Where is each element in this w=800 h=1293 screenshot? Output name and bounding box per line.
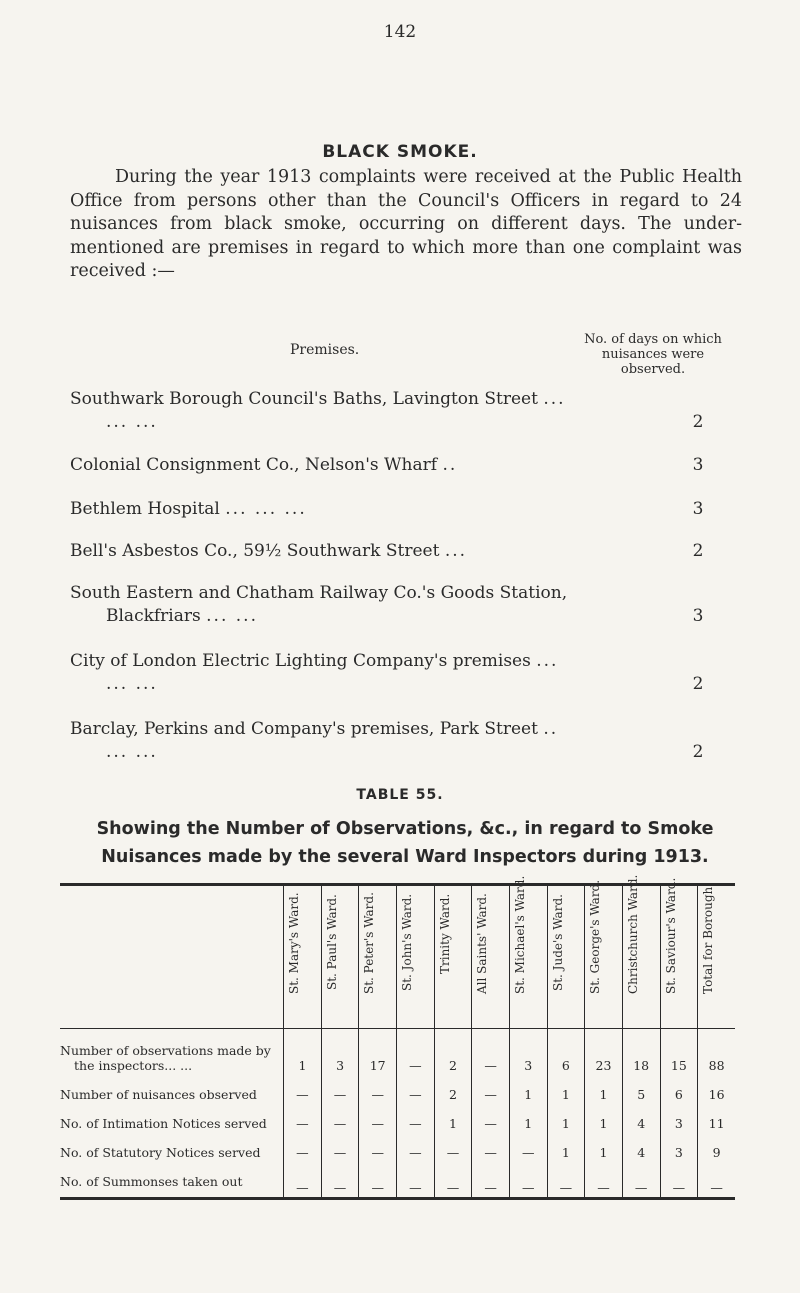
table-cell: — [660, 1162, 698, 1199]
premises-row [70, 582, 750, 628]
column-header: Total for Borough. [698, 885, 735, 1029]
table-cell: — [509, 1162, 547, 1199]
leader-dots: .. ... ... [106, 719, 559, 762]
table-cell: 3 [660, 1104, 698, 1133]
page-number: 142 [383, 22, 417, 42]
table-cell: — [472, 1075, 510, 1104]
table-cell: 15 [660, 1029, 698, 1076]
premises-name: Bell's Asbestos Co., 59½ Southwark Street [70, 541, 440, 561]
table-cell: — [321, 1075, 359, 1104]
table-cell: 3 [321, 1029, 359, 1076]
table-cell: — [397, 1075, 435, 1104]
premises-column-header: Premises. [290, 342, 360, 358]
premises-row [70, 540, 750, 563]
premises-name: Colonial Consignment Co., Nelson's Wharf [70, 455, 438, 475]
table-cell: 1 [434, 1104, 472, 1133]
column-header: Christchurch Ward. [622, 885, 660, 1029]
table-cell: — [397, 1029, 435, 1076]
row-label: Number of nuisances observed [60, 1087, 257, 1102]
table-cell: 1 [585, 1104, 623, 1133]
row-label: No. of Summonses taken out [60, 1174, 243, 1189]
premises-name: Barclay, Perkins and Company's premises, Park Street [70, 719, 538, 739]
days-column-header: No. of days on which nuisances were observed. [584, 332, 722, 377]
table-cell: — [434, 1162, 472, 1199]
premises-name: City of London Electric Lighting Company's premises [70, 651, 531, 671]
table-cell: — [509, 1133, 547, 1162]
table-cell: 3 [660, 1133, 698, 1162]
table-cell: — [472, 1104, 510, 1133]
table-cell: 16 [698, 1075, 735, 1104]
leader-dots: ... ... [206, 606, 258, 626]
ward-inspectors-table [60, 874, 735, 1200]
leader-dots: .. [442, 455, 458, 475]
section-heading: BLACK SMOKE. [322, 142, 478, 162]
table-cell: — [284, 1104, 322, 1133]
column-header: St. John's Ward. [397, 885, 435, 1029]
table-cell: 23 [585, 1029, 623, 1076]
premises-days: 3 [692, 455, 704, 475]
table-cell: — [472, 1162, 510, 1199]
premises-name: Southwark Borough Council's Baths, Lavington Street [70, 389, 538, 409]
table-cell: 17 [359, 1029, 397, 1076]
table-cell: 1 [284, 1029, 322, 1076]
leader-dots: ... ... ... [225, 499, 307, 519]
column-header: St. George's Ward. [585, 885, 623, 1029]
table-cell: 1 [509, 1075, 547, 1104]
table-cell: — [622, 1162, 660, 1199]
premises-row [70, 388, 750, 434]
table-cell: — [284, 1162, 322, 1199]
table-cell: 1 [547, 1104, 585, 1133]
row-label: No. of Intimation Notices served [60, 1116, 267, 1131]
premises-row [70, 718, 750, 764]
table-cell: 11 [698, 1104, 735, 1133]
premises-name: South Eastern and Chatham Railway Co.'s Goods Station, Blackfriars [70, 583, 568, 626]
column-header: All Saints' Ward. [472, 885, 510, 1029]
table-cell: — [472, 1029, 510, 1076]
table-cell: 1 [585, 1075, 623, 1104]
table-cell: — [698, 1162, 735, 1199]
premises-days: 2 [692, 541, 704, 561]
table-cell: — [472, 1133, 510, 1162]
table-cell: — [434, 1133, 472, 1162]
row-label: Number of observations made by the inspectors... ... [60, 1043, 271, 1073]
table-cell: — [284, 1133, 322, 1162]
table-cell: 1 [547, 1133, 585, 1162]
column-header: St. Peter's Ward. [359, 885, 397, 1029]
premises-days: 3 [692, 499, 704, 519]
premises-days: 3 [692, 606, 704, 626]
premises-row [70, 498, 750, 521]
table-cell: 18 [622, 1029, 660, 1076]
table-cell: 88 [698, 1029, 735, 1076]
table-cell: — [284, 1075, 322, 1104]
premises-days: 2 [692, 674, 704, 694]
table-cell: — [585, 1162, 623, 1199]
intro-paragraph: During the year 1913 complaints were received at the Public Health Office from persons other than the Council's Officers in regard to 24 nuisances from black smoke, occurring on different days. The under-mentioned are premises in regard to which more than one complaint was received :— [70, 167, 742, 281]
table-cell: — [359, 1133, 397, 1162]
column-header: St. Saviour's Ward. [660, 885, 698, 1029]
table-row [60, 1104, 735, 1133]
table-cell: — [321, 1162, 359, 1199]
column-header: St. Michael's Ward. [509, 885, 547, 1029]
premises-row [70, 454, 750, 477]
table-cell: 4 [622, 1133, 660, 1162]
table-cell: — [359, 1075, 397, 1104]
table-cell: — [397, 1162, 435, 1199]
table-cell: — [547, 1162, 585, 1199]
column-header: St. Jude's Ward. [547, 885, 585, 1029]
table-caption: Showing the Number of Observations, &c., in regard to Smoke Nuisances made by the several Ward Inspectors during 1913. [96, 819, 714, 867]
table-cell: 1 [585, 1133, 623, 1162]
row-label: No. of Statutory Notices served [60, 1145, 261, 1160]
table-cell: 1 [547, 1075, 585, 1104]
column-header: Trinity Ward. [434, 885, 472, 1029]
table-cell: — [397, 1104, 435, 1133]
table-cell: 9 [698, 1133, 735, 1162]
column-header: St. Paul's Ward. [321, 885, 359, 1029]
table-cell: — [359, 1104, 397, 1133]
table-cell: 6 [547, 1029, 585, 1076]
table-cell: — [359, 1162, 397, 1199]
table-row [60, 1133, 735, 1162]
premises-days: 2 [692, 742, 704, 762]
premises-name: Bethlem Hospital [70, 499, 220, 519]
table-corner [60, 885, 284, 1029]
table-cell: 1 [509, 1104, 547, 1133]
table-cell: 5 [622, 1075, 660, 1104]
column-header: St. Mary's Ward. [284, 885, 322, 1029]
table-cell: — [321, 1133, 359, 1162]
table-row [60, 1029, 735, 1076]
premises-days: 2 [692, 412, 704, 432]
table-cell: 2 [434, 1075, 472, 1104]
table-row [60, 1075, 735, 1104]
table-cell: 4 [622, 1104, 660, 1133]
leader-dots: ... [444, 541, 468, 561]
table-row [60, 1162, 735, 1199]
table-cell: — [397, 1133, 435, 1162]
table-cell: 2 [434, 1029, 472, 1076]
leader-dots: ... ... ... [106, 389, 566, 432]
table-label: TABLE 55. [356, 787, 444, 803]
premises-row [70, 650, 750, 696]
leader-dots: ... ... ... [106, 651, 559, 694]
table-cell: 6 [660, 1075, 698, 1104]
table-cell: 3 [509, 1029, 547, 1076]
table-cell: — [321, 1104, 359, 1133]
